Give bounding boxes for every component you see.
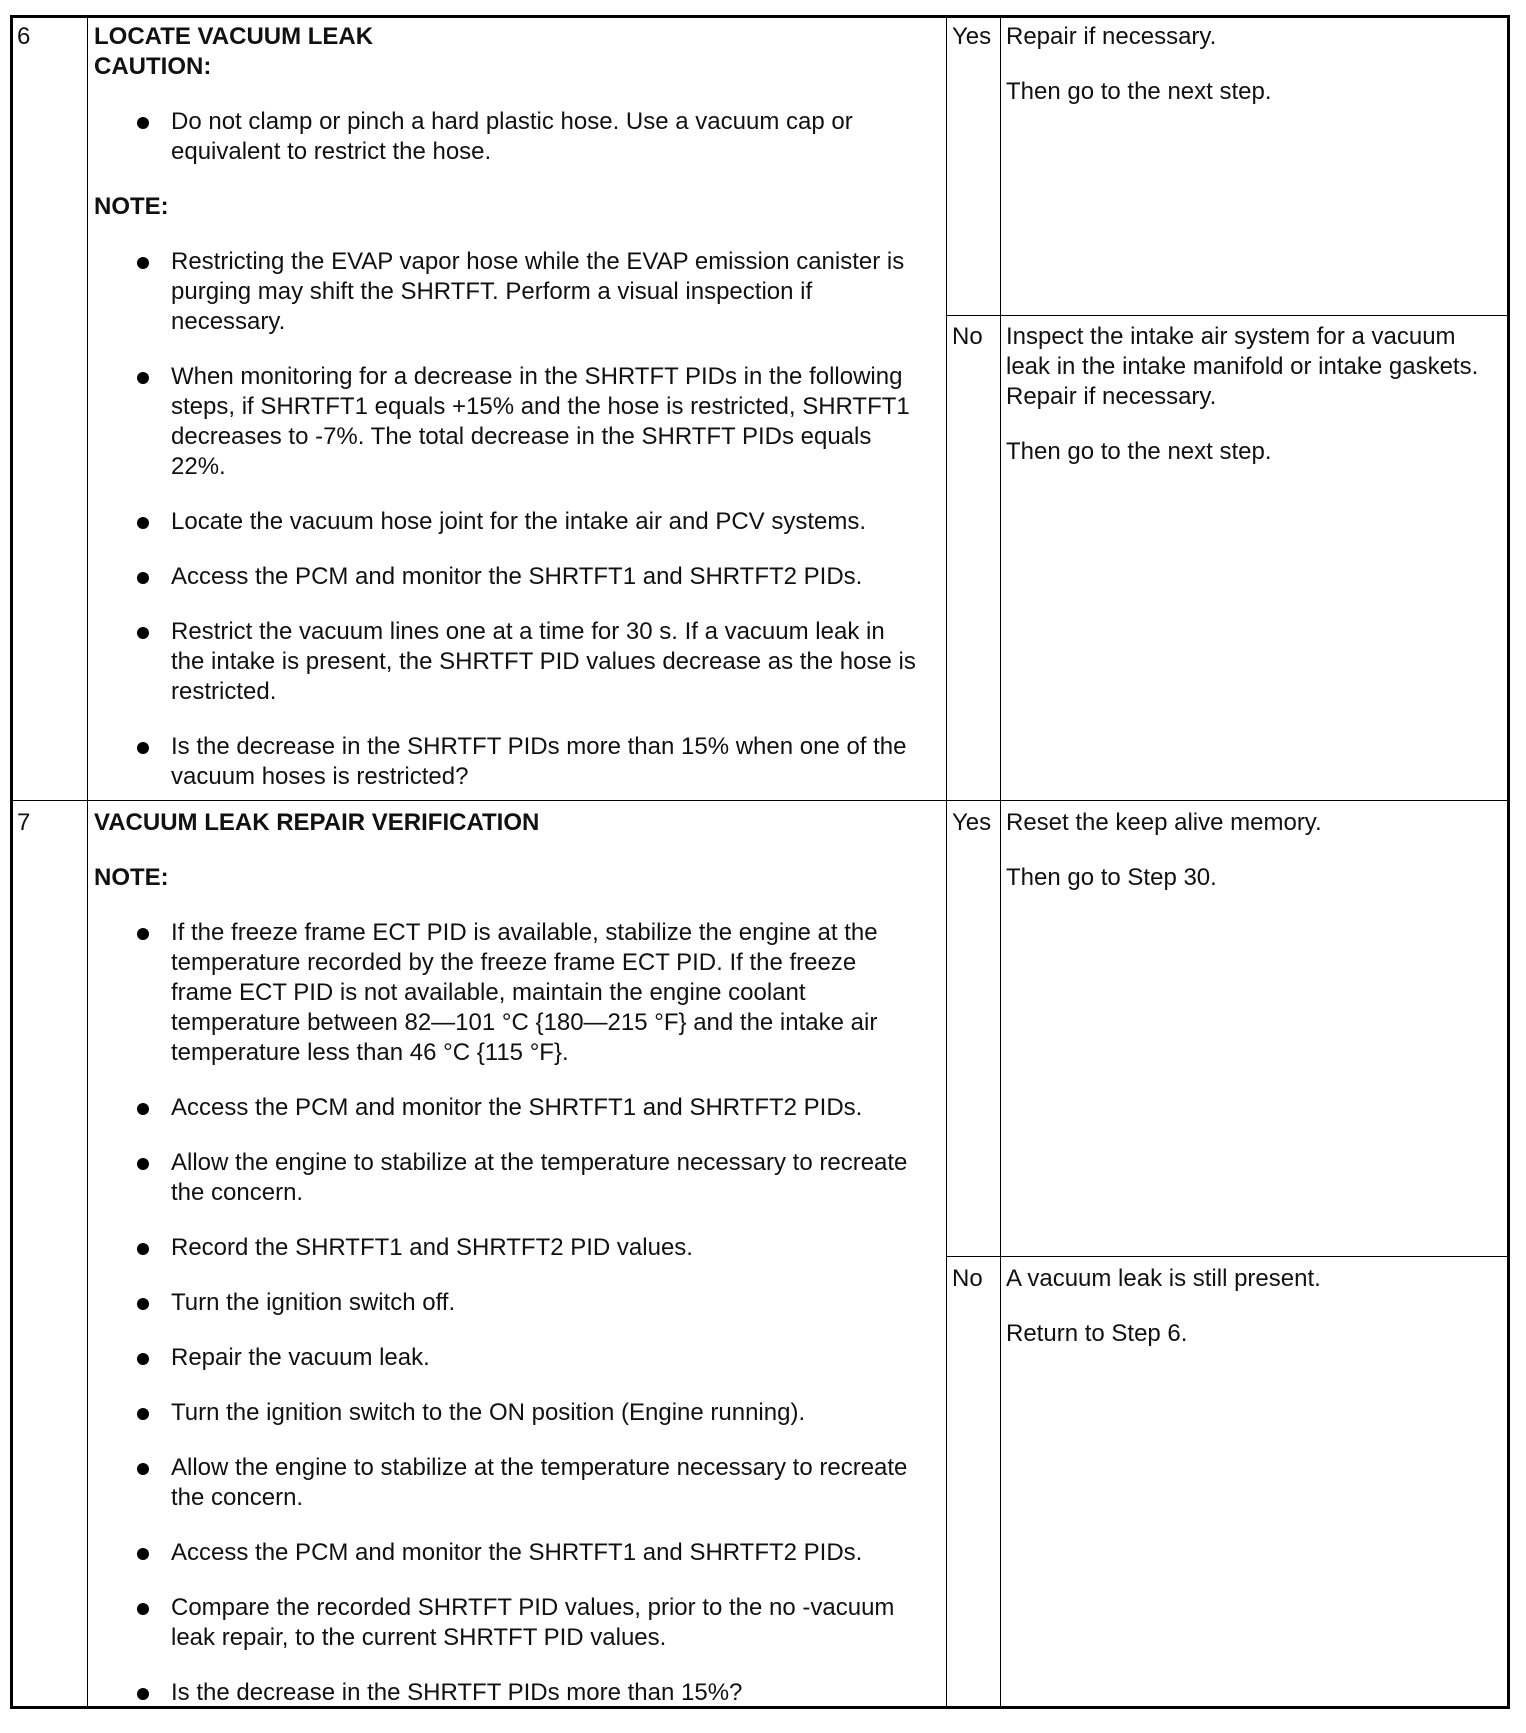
yes-label: Yes	[952, 23, 992, 50]
bullet-icon	[137, 1103, 149, 1115]
bullet-icon	[137, 1463, 149, 1475]
list-item: Access the PCM and monitor the SHRTFT1 and SHRTFT2 PIDs.	[94, 562, 924, 592]
bullet-icon	[137, 627, 149, 639]
list-item: If the freeze frame ECT PID is available, stabilize the engine at the temperature recorded by the freeze frame ECT PID. If the freeze frame ECT PID is not available, maintain the engine coolant temperature between 82—101 °C {180—215 °F} and the intake air temperature less than 46 °C {115 °F}.	[94, 918, 924, 1068]
list-item: When monitoring for a decrease in the SHRTFT PIDs in the following steps, if SHRTFT1 equals +15% and the hose is restricted, SHRTFT1 decreases to -7%. The total decrease in the SHRTFT PIDs equals 22%.	[94, 362, 924, 482]
note-list	[94, 918, 924, 1708]
action-text: Inspect the intake air system for a vacuum leak in the intake manifold or intake gaskets. Repair if necessary.	[1006, 323, 1479, 410]
note-label: NOTE:	[94, 193, 169, 220]
list-item: Allow the engine to stabilize at the temperature necessary to recreate the concern.	[94, 1148, 924, 1208]
bullet-icon	[137, 1158, 149, 1170]
list-item: Access the PCM and monitor the SHRTFT1 and SHRTFT2 PIDs.	[94, 1093, 924, 1123]
yes-label: Yes	[952, 809, 992, 836]
action-text: Reset the keep alive memory.	[1006, 809, 1322, 836]
list-item: Repair the vacuum leak.	[94, 1343, 924, 1373]
bullet-icon	[137, 517, 149, 529]
bullet-icon	[137, 1353, 149, 1365]
list-item: Access the PCM and monitor the SHRTFT1 and SHRTFT2 PIDs.	[94, 1538, 924, 1568]
list-item: Turn the ignition switch to the ON position (Engine running).	[94, 1398, 924, 1428]
caution-label: CAUTION:	[94, 53, 212, 80]
bullet-icon	[137, 1408, 149, 1420]
bullet-icon	[137, 1243, 149, 1255]
no-action	[1006, 1264, 1504, 1374]
caution-list	[94, 107, 924, 167]
note-list	[94, 247, 924, 792]
list-item: Compare the recorded SHRTFT PID values, prior to the no -vacuum leak repair, to the current SHRTFT PID values.	[94, 1593, 924, 1653]
list-item: Restricting the EVAP vapor hose while the EVAP emission canister is purging may shift the SHRTFT. Perform a visual inspection if necessary.	[94, 247, 924, 337]
list-item: Turn the ignition switch off.	[94, 1288, 924, 1318]
yes-action	[1006, 22, 1504, 132]
list-item: Do not clamp or pinch a hard plastic hose. Use a vacuum cap or equivalent to restrict the hose.	[94, 107, 924, 167]
yes-action	[1006, 808, 1504, 918]
step-number: 6	[17, 23, 31, 50]
action-text: A vacuum leak is still present.	[1006, 1265, 1321, 1292]
action-text: Then go to Step 30.	[1006, 864, 1217, 891]
step-title: VACUUM LEAK REPAIR VERIFICATION	[94, 809, 540, 836]
step-number: 7	[17, 809, 31, 836]
no-label: No	[952, 323, 983, 350]
bullet-icon	[137, 742, 149, 754]
no-action	[1006, 322, 1504, 492]
action-text: Repair if necessary.	[1006, 23, 1217, 50]
bullet-icon	[137, 117, 149, 129]
bullet-icon	[137, 257, 149, 269]
bullet-icon	[137, 928, 149, 940]
bullet-icon	[137, 1603, 149, 1615]
column-divider	[946, 15, 947, 1709]
result-divider	[946, 1256, 1510, 1257]
column-divider	[1000, 15, 1001, 1709]
result-divider	[946, 315, 1510, 316]
step-content	[94, 22, 924, 817]
bullet-icon	[137, 572, 149, 584]
bullet-icon	[137, 1298, 149, 1310]
action-text: Then go to the next step.	[1006, 438, 1272, 465]
list-item: Locate the vacuum hose joint for the intake air and PCV systems.	[94, 507, 924, 537]
list-item: Record the SHRTFT1 and SHRTFT2 PID values.	[94, 1233, 924, 1263]
no-label: No	[952, 1265, 983, 1292]
bullet-icon	[137, 1688, 149, 1700]
list-item: Restrict the vacuum lines one at a time for 30 s. If a vacuum leak in the intake is present, the SHRTFT PID values decrease as the hose is restricted.	[94, 617, 924, 707]
step-content	[94, 808, 924, 1733]
column-divider	[87, 15, 88, 1709]
action-text: Return to Step 6.	[1006, 1320, 1188, 1347]
bullet-icon	[137, 1548, 149, 1560]
action-text: Then go to the next step.	[1006, 78, 1272, 105]
note-label: NOTE:	[94, 864, 169, 891]
bullet-icon	[137, 372, 149, 384]
list-item: Allow the engine to stabilize at the temperature necessary to recreate the concern.	[94, 1453, 924, 1513]
list-item: Is the decrease in the SHRTFT PIDs more than 15% when one of the vacuum hoses is restricted?	[94, 732, 924, 792]
list-item: Is the decrease in the SHRTFT PIDs more than 15%?	[94, 1678, 924, 1708]
step-title: LOCATE VACUUM LEAK	[94, 23, 374, 50]
